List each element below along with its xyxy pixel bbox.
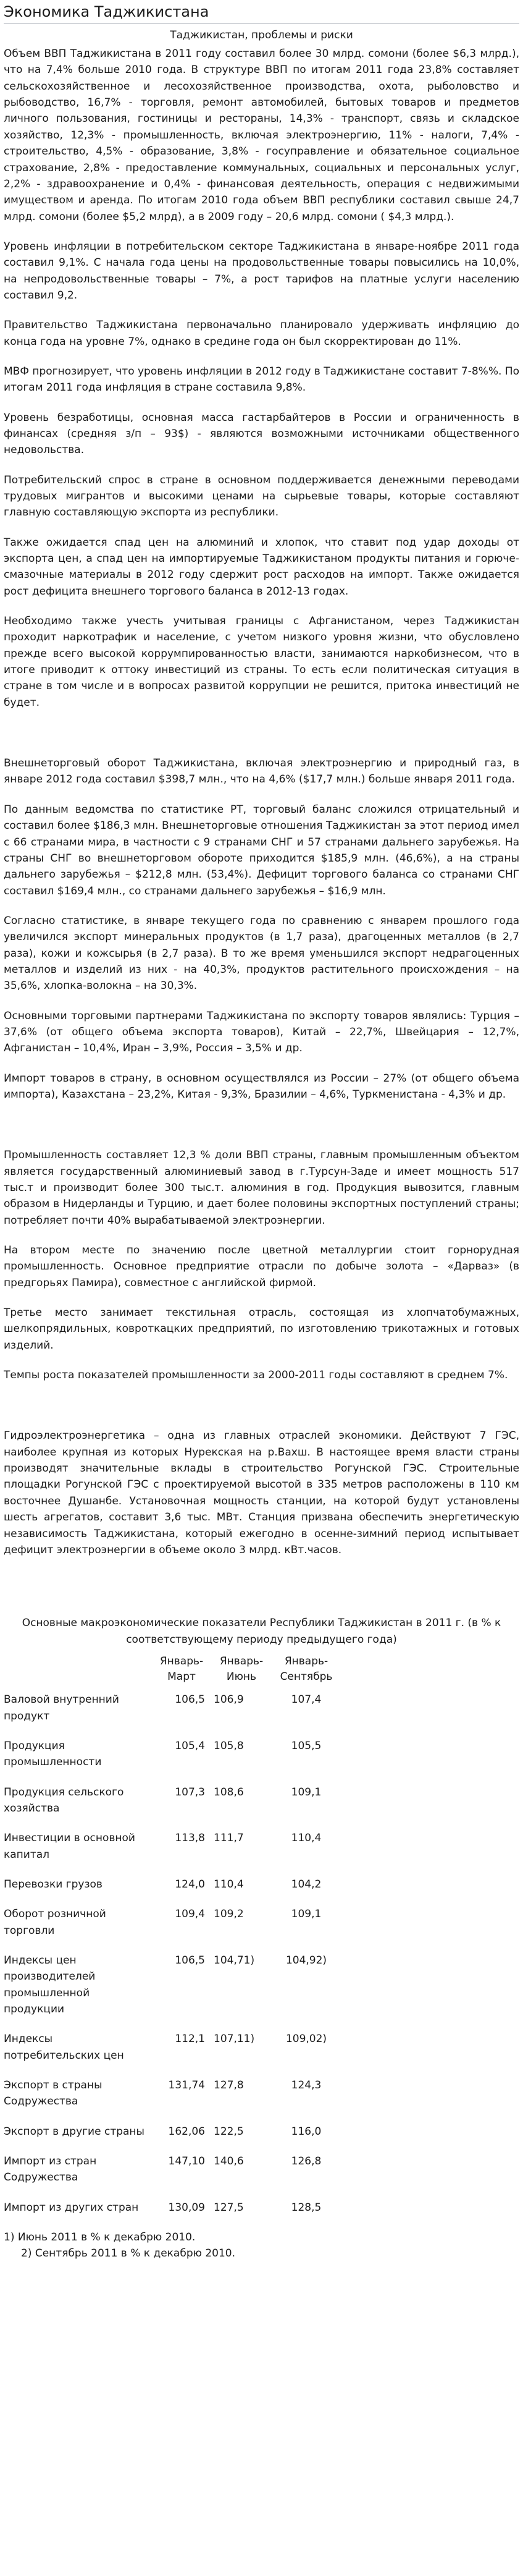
table-row-label: Индексы цен производителей промышленной продукции [4,1954,96,2015]
table-cell-jan-mar: 106,5 [175,1954,205,1967]
paragraph: Потребительский спрос в стране в основном поддерживается денежными переводами трудовых мигрантов и высокими ценами на сырьевые товары, которые составляют главную составляющую экспорта из республики. [4,473,519,519]
paragraph: Внешнеторговый оборот Таджикистана, включая электроэнергию и природный газ, в январе 2012 года составил $398,7 млн., что на 4,6% ($17,7 млн.) больше января 2011 года. [4,757,519,786]
table-row [4,1906,343,1952]
table-cell-jan-sep: 124,3 [291,2079,322,2091]
table-cell-jan-sep: 128,5 [291,2201,322,2214]
table-cell-jan-jun: 104,71) [214,1954,255,1967]
table-cell-jan-sep: 104,92) [285,1954,327,1967]
table-row-label: Экспорт в другие страны [4,2125,144,2138]
paragraph: На втором месте по значению после цветной металлургии стоит горнорудная промышленность. Основное предприятие отрасли по добыче золота – «Дарваз» (в предгорьях Памира), совместное с английской фирмой. [4,1244,519,1289]
spacer [4,1397,519,1428]
paragraph: Основными торговыми партнерами Таджикистана по экспорту товаров являлись: Турция – 37,6% (от общего объема экспорта товаров), Китай – 22,7%, Швейцария – 12,7%, Афганистан – 10,4%, Иран – 3,9%, Россия – 3,5% и др. [4,1009,519,1055]
table-cell-jan-jun: 110,4 [214,1878,244,1891]
table-cell-jan-jun: 107,11) [214,2033,255,2046]
table-body [4,1692,343,2229]
paragraph: Правительство Таджикистана первоначально планировало удерживать инфляцию до конца года на уровне 7%, однако в средине года он был скорректирован до 11%. [4,319,519,348]
section-economy-overview [4,46,519,711]
table-cell-jan-mar: 106,5 [175,1693,205,1706]
table-header-row [4,1654,343,1692]
table-row-label: Валовой внутренний продукт [4,1693,119,1722]
table-cell-jan-sep: 104,2 [291,1878,322,1891]
table-cell-jan-jun: 109,2 [214,1908,244,1921]
paragraph: Согласно статистике, в январе текущего года по сравнению с январем прошлого года увеличился экспорт минеральных продуктов (в 1,7 раза), драгоценных металлов (в 2,7 раза), кожи и кожсырья (в 2,7 раза). В то же время уменьшился экспорт недрагоценных металлов и изделий из них - на 40,3%, продуктов растительного происхождения – на 35,6%, хлопка-волокна – на 30,3%. [4,914,519,993]
table-cell-jan-mar: 162,06 [168,2125,205,2138]
table-header-jan-sep: Январь-Сентябрь [280,1654,333,1683]
paragraph: МВФ прогнозирует, что уровень инфляции в 2012 году в Таджикистане составит 7-8%%. По итогам 2011 года инфляция в стране составила 9,8%. [4,365,519,394]
table-row [4,2200,343,2229]
table-row-label: Продукция промышленности [4,1739,102,1769]
table-title: Основные макроэкономические показатели Республики Таджикистан в 2011 г. (в % к соответствующему периоду предыдущего года) [22,1617,501,1646]
table-cell-jan-mar: 112,1 [175,2033,205,2046]
table-cell-jan-sep: 109,1 [291,1908,322,1921]
page-title: Экономика Таджикистана [4,0,519,23]
table-cell-jan-mar: 124,0 [175,1878,205,1891]
table-cell-jan-jun: 122,5 [214,2125,244,2138]
paragraph: Также ожидается спад цен на алюминий и хлопок, что ставит под удар доходы от экспорта цен, а спад цен на импортируемые Таджикистаном продукты питания и горюче-смазочные материалы в 2012 году сдержит рост расходов на импорт. Также ожидается рост дефицита внешнего торгового баланса в 2012-13 годах. [4,536,519,598]
paragraph: Промышленность составляет 12,3 % доли ВВП страны, главным промышленным объектом является государственный алюминиевый завод в г.Турсун-Заде и имеет мощность 517 тыс.т и производит более 300 тыс.т. алюминия в год. Продукция вывозится, главным образом в Нидерланды и Турцию, и дает более половины экспортных поступлений страны; потребляет почти 40% вырабатываемой электроэнергии. [4,1149,519,1227]
paragraph: Третье место занимает текстильная отрасль, состоящая из хлопчатобумажных, шелкопрядильных, ковроткацких предприятий, по изготовлению трикотажных и готовых изделий. [4,1307,519,1352]
paragraph: Уровень безработицы, основная масса гастарбайтеров в России и ограниченность в финансах (средняя з/п – 93$) - являются возможными источниками общественного недовольства. [4,411,519,457]
table-row [4,2077,343,2124]
table-cell-jan-jun: 106,9 [214,1693,244,1706]
table-row-label: Оборот розничной торговли [4,1908,106,1937]
section-hydropower [4,1428,519,1558]
table-cell-jan-mar: 107,3 [175,1786,205,1799]
section-foreign-trade [4,755,519,1103]
table-cell-jan-jun: 127,5 [214,2201,244,2214]
table-cell-jan-sep: 107,4 [291,1693,322,1706]
article-subtitle: Таджикистан, проблемы и риски [170,29,353,41]
table-cell-jan-jun: 140,6 [214,2155,244,2168]
table-cell-jan-mar: 109,4 [175,1908,205,1921]
table-row [4,1876,343,1906]
footnote: 1) Июнь 2011 в % к декабрю 2010. [4,2231,196,2244]
table-row-label: Экспорт в страны Содружества [4,2079,103,2108]
table-row-label: Импорт из стран Содружества [4,2155,97,2184]
paragraph: Уровень инфляции в потребительском секторе Таджикистана в январе-ноябре 2011 года составил 9,1%. С начала года цены на продовольственные товары повысились на 10,0%, на непродовольственные товары – 7%, а рост тарифов на платные услуги населению составил 9,2. [4,240,519,302]
footnotes [4,2229,519,2262]
paragraph: Объем ВВП Таджикистана в 2011 году составил более 30 млрд. сомони (более $6,3 млрд.), что на 7,4% больше 2010 года. В структуре ВВП по итогам 2011 года 23,8% составляет сельскохозяйственное и лесохозяйственное производства, охота, рыболовство и рыбоводство, 16,7% - торговля, ремонт автомобилей, бытовых товаров и предметов личного пользования, гостиницы и рестораны, 14,3% - транспорт, связь и складское хозяйство, 12,3% - промышленность, включая электроэнергию, 11% - налоги, 7,4% - строительство, 4,5% - образование, 3,8% - госуправление и обязательное социальное страхование, 2,8% - предоставление коммунальных, социальных и персональных услуг, 2,2% - здравоохранение и 0,4% - финансовая деятельность, операция с недвижимыми имуществом и аренда. По итогам 2010 года объем ВВП республики составил свыше 24,7 млрд. сомони (более $5,2 млрд), а в 2009 году – 20,6 млрд. сомони ( $4,3 млрд.). [4,48,519,223]
table-row [4,1692,343,1738]
table-cell-jan-mar: 147,10 [168,2155,205,2168]
table-cell-jan-mar: 131,74 [168,2079,205,2091]
table-row [4,2124,343,2153]
table-cell-jan-jun: 108,6 [214,1786,244,1799]
table-row [4,1738,343,1784]
section-macro-table [4,1615,519,2229]
table-cell-jan-sep: 110,4 [291,1832,322,1845]
table-row-label: Инвестиции в основной капитал [4,1832,135,1861]
section-industry [4,1147,519,1383]
paragraph: По данным ведомства по статистике РТ, торговый баланс сложился отрицательный и составил более $186,3 млн. Внешнеторговые отношения Таджикистан за этот период имел с 66 странами мира, в частности с 9 странами СНГ и 57 странами дальнего зарубежья. На страны СНГ во внешнеторговом обороте приходится $185,9 млн. (46,6%), а на страны дальнего зарубежья – $212,8 млн. (53,4%). Дефицит торгового баланса со странами СНГ составил $169,4 млн., со странами дальнего зарубежья – $16,9 млн. [4,803,519,897]
table-cell-jan-mar: 130,09 [168,2201,205,2214]
spacer [4,724,519,755]
table-row-label: Продукция сельского хозяйства [4,1786,124,1815]
table-cell-jan-jun: 111,7 [214,1832,244,1845]
table-cell-jan-sep: 109,02) [285,2033,327,2046]
table-row-label: Перевозки грузов [4,1878,103,1891]
table-cell-jan-sep: 126,8 [291,2155,322,2168]
paragraph: Необходимо также учесть учитывая границы с Афганистаном, через Таджикистан проходит наркотрафик и население, с учетом низкого уровня жизни, что обусловлено прежде всего высокой коррумпированностью власти, занимаются наркобизнесом, что в итоге приводит к оттоку инвестиций из страны. То есть если политическая ситуация в стране в том числе и в вопросах развитой коррупции не решится, притока инвестиций не будет. [4,615,519,709]
table-row [4,2031,343,2077]
table-row [4,1830,343,1876]
table-header-empty [4,1654,149,1692]
macro-indicators-table [4,1654,343,2229]
spacer [4,1116,519,1147]
table-cell-jan-jun: 127,8 [214,2079,244,2091]
table-cell-jan-mar: 113,8 [175,1832,205,1845]
table-row [4,2153,343,2200]
table-cell-jan-sep: 105,5 [291,1739,322,1752]
table-row-label: Индексы потребительских цен [4,2033,124,2062]
paragraph: Гидроэлектроэнергетика – одна из главных отраслей экономики. Действуют 7 ГЭС, наиболее крупная из которых Нурекская на р.Вахш. В настоящее время власти страны производят значительные вклады в строительство Рогунской ГЭС. Строительные площадки Рогунской ГЭС с проектируемой высотой в 335 метров расположены в 110 км восточнее Душанбе. Установочная мощность станции, на которой будут установлены шесть агрегатов, составит 3,6 тыс. МВт. Станция призвана обеспечить энергетическую независимость Таджикистана, который ежегодно в осенне-зимний период испытывает дефицит электроэнергии в объеме около 3 млрд. кВт.часов. [4,1430,519,1556]
footnote: 2) Сентябрь 2011 в % к декабрю 2010. [21,2247,235,2260]
table-cell-jan-jun: 105,8 [214,1739,244,1752]
table-cell-jan-sep: 109,1 [291,1786,322,1799]
table-row-label: Импорт из других стран [4,2201,139,2214]
paragraph: Темпы роста показателей промышленности за 2000-2011 годы составляют в среднем 7%. [4,1369,508,1382]
table-row [4,1952,343,2031]
spacer [4,1572,519,1615]
table-cell-jan-sep: 116,0 [291,2125,322,2138]
paragraph: Импорт товаров в страну, в основном осуществлялся из России – 27% (от общего объема импорта), Казахстана – 23,2%, Китая - 9,3%, Бразилии – 4,6%, Туркменистана - 4,3% и др. [4,1072,519,1101]
table-row [4,1784,343,1831]
table-header-jan-mar: Январь-Март [159,1654,204,1683]
table-header-jan-jun: Январь-Июнь [219,1654,264,1683]
table-cell-jan-mar: 105,4 [175,1739,205,1752]
